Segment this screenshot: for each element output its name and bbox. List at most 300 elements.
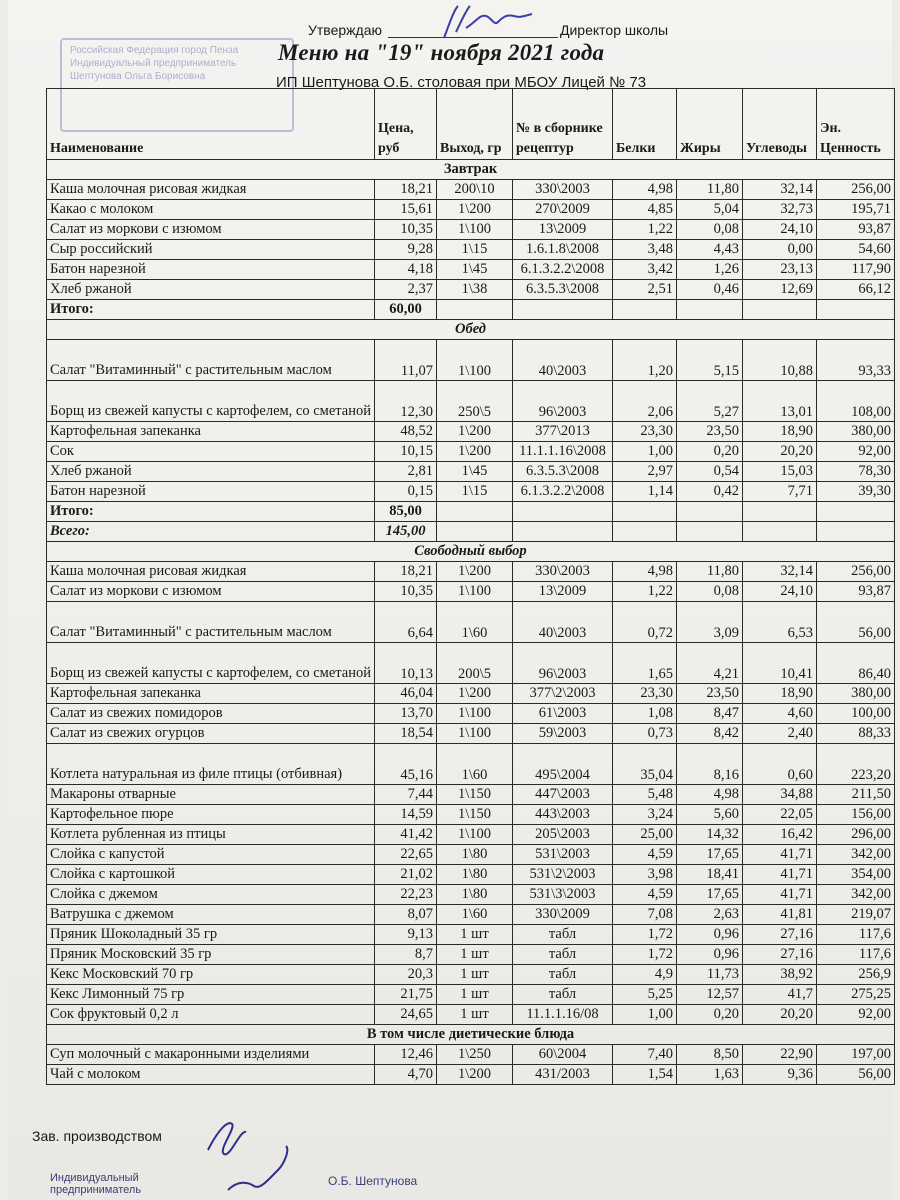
value-cell: 1,20 <box>613 340 677 381</box>
value-cell: табл <box>513 925 613 945</box>
empty-cell <box>613 522 677 542</box>
dish-name-cell: Ватрушка с джемом <box>47 905 375 925</box>
value-cell: 18,90 <box>743 422 817 442</box>
value-cell: 0,08 <box>677 582 743 602</box>
value-cell: 195,71 <box>817 200 895 220</box>
value-cell: 330\2009 <box>513 905 613 925</box>
dish-name-cell: Каша молочная рисовая жидкая <box>47 562 375 582</box>
stamp-text: Российская Федерация город Пенза Индивидуальный предприниматель Шептунова Ольга Борисовна <box>70 45 239 82</box>
director-label: Директор школы <box>560 22 669 38</box>
value-cell: 0,20 <box>677 1005 743 1025</box>
value-cell: 0,54 <box>677 462 743 482</box>
dish-name-cell: Хлеб ржаной <box>47 280 375 300</box>
value-cell: 22,23 <box>375 885 437 905</box>
document-page <box>8 0 892 1200</box>
value-cell: 1\100 <box>437 825 513 845</box>
total-row <box>47 502 895 522</box>
value-cell: 1\100 <box>437 340 513 381</box>
table-row <box>47 220 895 240</box>
value-cell: 48,52 <box>375 422 437 442</box>
total-label: Всего: <box>47 522 375 542</box>
table-row <box>47 200 895 220</box>
value-cell: 60\2004 <box>513 1045 613 1065</box>
table-row <box>47 381 895 422</box>
value-cell: 1\100 <box>437 220 513 240</box>
dish-name-cell: Котлета рубленная из птицы <box>47 825 375 845</box>
value-cell: 5,60 <box>677 805 743 825</box>
value-cell: 3,48 <box>613 240 677 260</box>
dish-name-cell: Пряник Московский 35 гр <box>47 945 375 965</box>
value-cell: 8,07 <box>375 905 437 925</box>
value-cell: 13,70 <box>375 704 437 724</box>
col-header: Эн. Ценность <box>817 89 895 160</box>
value-cell: 92,00 <box>817 1005 895 1025</box>
dish-name-cell: Какао с молоком <box>47 200 375 220</box>
value-cell: 4,98 <box>677 785 743 805</box>
value-cell: 1.6.1.8\2008 <box>513 240 613 260</box>
value-cell: 22,65 <box>375 845 437 865</box>
table-row <box>47 442 895 462</box>
value-cell: 342,00 <box>817 845 895 865</box>
total-row <box>47 300 895 320</box>
value-cell: 13\2009 <box>513 220 613 240</box>
value-cell: 1,08 <box>613 704 677 724</box>
col-header: Выход, гр <box>437 89 513 160</box>
value-cell: 45,16 <box>375 744 437 785</box>
col-header: Цена, руб <box>375 89 437 160</box>
value-cell: 7,44 <box>375 785 437 805</box>
empty-cell <box>743 502 817 522</box>
dish-name-cell: Батон нарезной <box>47 260 375 280</box>
value-cell: 18,41 <box>677 865 743 885</box>
value-cell: 1,22 <box>613 582 677 602</box>
table-row <box>47 562 895 582</box>
value-cell: 200\10 <box>437 180 513 200</box>
value-cell: 3,09 <box>677 602 743 643</box>
value-cell: 0,20 <box>677 442 743 462</box>
dish-name-cell: Макароны отварные <box>47 785 375 805</box>
grand-total-row <box>47 522 895 542</box>
col-header: Наименование <box>47 89 375 160</box>
value-cell: 5,25 <box>613 985 677 1005</box>
value-cell: 21,75 <box>375 985 437 1005</box>
value-cell: 117,90 <box>817 260 895 280</box>
table-row <box>47 744 895 785</box>
value-cell: 35,04 <box>613 744 677 785</box>
value-cell: 23,13 <box>743 260 817 280</box>
value-cell: 1\60 <box>437 602 513 643</box>
value-cell: 40\2003 <box>513 340 613 381</box>
value-cell: 7,71 <box>743 482 817 502</box>
value-cell: 41,71 <box>743 885 817 905</box>
value-cell: 200\5 <box>437 643 513 684</box>
value-cell: 10,41 <box>743 643 817 684</box>
total-value: 85,00 <box>375 502 437 522</box>
value-cell: 41,81 <box>743 905 817 925</box>
value-cell: 1\80 <box>437 845 513 865</box>
value-cell: 18,21 <box>375 180 437 200</box>
value-cell: 32,14 <box>743 562 817 582</box>
dish-name-cell: Котлета натуральная из филе птицы (отбивная) <box>47 744 375 785</box>
dish-name-cell: Борщ из свежей капусты с картофелем, со сметаной <box>47 643 375 684</box>
value-cell: 41,7 <box>743 985 817 1005</box>
dish-name-cell: Сок фруктовый 0,2 л <box>47 1005 375 1025</box>
table-row <box>47 602 895 643</box>
value-cell: 12,69 <box>743 280 817 300</box>
value-cell: 0,60 <box>743 744 817 785</box>
value-cell: 34,88 <box>743 785 817 805</box>
value-cell: 0,73 <box>613 724 677 744</box>
section-header-row <box>47 160 895 180</box>
dish-name-cell: Картофельное пюре <box>47 805 375 825</box>
col-header: Белки <box>613 89 677 160</box>
value-cell: 14,32 <box>677 825 743 845</box>
value-cell: 117,6 <box>817 925 895 945</box>
value-cell: 39,30 <box>817 482 895 502</box>
value-cell: 1\100 <box>437 582 513 602</box>
value-cell: 1,54 <box>613 1065 677 1085</box>
empty-cell <box>513 502 613 522</box>
value-cell: табл <box>513 985 613 1005</box>
empty-cell <box>817 522 895 542</box>
dish-name-cell: Кекс Московский 70 гр <box>47 965 375 985</box>
value-cell: 11,07 <box>375 340 437 381</box>
dish-name-cell: Каша молочная рисовая жидкая <box>47 180 375 200</box>
value-cell: 108,00 <box>817 381 895 422</box>
total-label: Итого: <box>47 300 375 320</box>
total-value: 145,00 <box>375 522 437 542</box>
value-cell: 20,20 <box>743 1005 817 1025</box>
table-row <box>47 805 895 825</box>
value-cell: 256,00 <box>817 562 895 582</box>
value-cell: 13,01 <box>743 381 817 422</box>
table-row <box>47 865 895 885</box>
manager-signature <box>188 1110 318 1200</box>
value-cell: 1\200 <box>437 684 513 704</box>
value-cell: 1\15 <box>437 240 513 260</box>
section-title: В том числе диетические блюда <box>47 1025 895 1045</box>
value-cell: 1,00 <box>613 442 677 462</box>
empty-cell <box>437 502 513 522</box>
value-cell: 15,03 <box>743 462 817 482</box>
value-cell: 1\80 <box>437 865 513 885</box>
value-cell: 100,00 <box>817 704 895 724</box>
value-cell: 1\200 <box>437 1065 513 1085</box>
dish-name-cell: Картофельная запеканка <box>47 684 375 704</box>
value-cell: 14,59 <box>375 805 437 825</box>
value-cell: 1 шт <box>437 965 513 985</box>
value-cell: 17,65 <box>677 845 743 865</box>
dish-name-cell: Хлеб ржаной <box>47 462 375 482</box>
value-cell: 0,00 <box>743 240 817 260</box>
value-cell: 15,61 <box>375 200 437 220</box>
value-cell: 4,9 <box>613 965 677 985</box>
value-cell: 219,07 <box>817 905 895 925</box>
approve-label: Утверждаю <box>308 22 382 38</box>
value-cell: 296,00 <box>817 825 895 845</box>
value-cell: 4,59 <box>613 885 677 905</box>
value-cell: 380,00 <box>817 422 895 442</box>
value-cell: 6,64 <box>375 602 437 643</box>
dish-name-cell: Слойка с капустой <box>47 845 375 865</box>
empty-cell <box>817 502 895 522</box>
value-cell: 24,10 <box>743 220 817 240</box>
value-cell: 86,40 <box>817 643 895 684</box>
value-cell: 23,30 <box>613 684 677 704</box>
value-cell: 12,46 <box>375 1045 437 1065</box>
value-cell: 5,15 <box>677 340 743 381</box>
table-row <box>47 905 895 925</box>
value-cell: 40\2003 <box>513 602 613 643</box>
dish-name-cell: Салат из моркови с изюмом <box>47 220 375 240</box>
value-cell: 4,43 <box>677 240 743 260</box>
value-cell: 32,73 <box>743 200 817 220</box>
value-cell: 117,6 <box>817 945 895 965</box>
value-cell: 2,40 <box>743 724 817 744</box>
value-cell: 38,92 <box>743 965 817 985</box>
section-header-row <box>47 542 895 562</box>
production-manager-label: Зав. производством <box>32 1128 162 1144</box>
value-cell: 22,90 <box>743 1045 817 1065</box>
value-cell: 8,47 <box>677 704 743 724</box>
table-row <box>47 825 895 845</box>
value-cell: 8,50 <box>677 1045 743 1065</box>
value-cell: 4,85 <box>613 200 677 220</box>
header-row <box>47 89 895 160</box>
value-cell: 41,71 <box>743 865 817 885</box>
value-cell: 3,24 <box>613 805 677 825</box>
value-cell: 16,42 <box>743 825 817 845</box>
value-cell: 1,00 <box>613 1005 677 1025</box>
value-cell: 377\2013 <box>513 422 613 442</box>
value-cell: 354,00 <box>817 865 895 885</box>
value-cell: 275,25 <box>817 985 895 1005</box>
dish-name-cell: Суп молочный с макаронными изделиями <box>47 1045 375 1065</box>
value-cell: 4,60 <box>743 704 817 724</box>
value-cell: 11.1.1.16/08 <box>513 1005 613 1025</box>
value-cell: 8,16 <box>677 744 743 785</box>
value-cell: 2,81 <box>375 462 437 482</box>
value-cell: 18,54 <box>375 724 437 744</box>
value-cell: 88,33 <box>817 724 895 744</box>
value-cell: 12,57 <box>677 985 743 1005</box>
value-cell: 41,42 <box>375 825 437 845</box>
section-title: Обед <box>47 320 895 340</box>
director-signature <box>436 2 536 42</box>
value-cell: 250\5 <box>437 381 513 422</box>
value-cell: 4,98 <box>613 562 677 582</box>
empty-cell <box>677 502 743 522</box>
value-cell: 13\2009 <box>513 582 613 602</box>
value-cell: 1\200 <box>437 562 513 582</box>
table-row <box>47 462 895 482</box>
col-header: Жиры <box>677 89 743 160</box>
table-row <box>47 925 895 945</box>
value-cell: 1,63 <box>677 1065 743 1085</box>
value-cell: 41,71 <box>743 845 817 865</box>
value-cell: 27,16 <box>743 925 817 945</box>
table-row <box>47 1005 895 1025</box>
value-cell: 96\2003 <box>513 381 613 422</box>
table-row <box>47 785 895 805</box>
table-row <box>47 422 895 442</box>
value-cell: 10,35 <box>375 582 437 602</box>
value-cell: 4,59 <box>613 845 677 865</box>
table-row <box>47 704 895 724</box>
value-cell: 1\250 <box>437 1045 513 1065</box>
value-cell: 330\2003 <box>513 180 613 200</box>
section-title: Свободный выбор <box>47 542 895 562</box>
total-label: Итого: <box>47 502 375 522</box>
empty-cell <box>613 502 677 522</box>
table-row <box>47 985 895 1005</box>
value-cell: 7,40 <box>613 1045 677 1065</box>
value-cell: 1\150 <box>437 785 513 805</box>
value-cell: 56,00 <box>817 1065 895 1085</box>
empty-cell <box>513 300 613 320</box>
value-cell: 0,08 <box>677 220 743 240</box>
empty-cell <box>817 300 895 320</box>
value-cell: 11,73 <box>677 965 743 985</box>
value-cell: 0,96 <box>677 945 743 965</box>
table-row <box>47 885 895 905</box>
value-cell: 11.1.1.16\2008 <box>513 442 613 462</box>
value-cell: 342,00 <box>817 885 895 905</box>
value-cell: 377\2\2003 <box>513 684 613 704</box>
value-cell: 1 шт <box>437 1005 513 1025</box>
value-cell: 4,21 <box>677 643 743 684</box>
table-row <box>47 582 895 602</box>
dish-name-cell: Сок <box>47 442 375 462</box>
empty-cell <box>437 300 513 320</box>
table-row <box>47 280 895 300</box>
value-cell: 3,98 <box>613 865 677 885</box>
empty-cell <box>437 522 513 542</box>
value-cell: 197,00 <box>817 1045 895 1065</box>
value-cell: 256,00 <box>817 180 895 200</box>
empty-cell <box>677 522 743 542</box>
value-cell: 21,02 <box>375 865 437 885</box>
value-cell: 1 шт <box>437 985 513 1005</box>
value-cell: 1\80 <box>437 885 513 905</box>
section-title: Завтрак <box>47 160 895 180</box>
value-cell: 9,36 <box>743 1065 817 1085</box>
value-cell: 4,18 <box>375 260 437 280</box>
empty-cell <box>677 300 743 320</box>
value-cell: 431/2003 <box>513 1065 613 1085</box>
value-cell: 1\38 <box>437 280 513 300</box>
value-cell: 23,30 <box>613 422 677 442</box>
col-header: Углеводы <box>743 89 817 160</box>
value-cell: 23,50 <box>677 422 743 442</box>
value-cell: 25,00 <box>613 825 677 845</box>
value-cell: 23,50 <box>677 684 743 704</box>
value-cell: 96\2003 <box>513 643 613 684</box>
value-cell: 6.3.5.3\2008 <box>513 462 613 482</box>
value-cell: 1\100 <box>437 704 513 724</box>
value-cell: 78,30 <box>817 462 895 482</box>
value-cell: 7,08 <box>613 905 677 925</box>
value-cell: 10,15 <box>375 442 437 462</box>
dish-name-cell: Салат из свежих огурцов <box>47 724 375 744</box>
dish-name-cell: Чай с молоком <box>47 1065 375 1085</box>
table-row <box>47 180 895 200</box>
entrepreneur-label: Индивидуальный предприниматель <box>50 1172 142 1196</box>
section-header-row <box>47 1025 895 1045</box>
value-cell: 61\2003 <box>513 704 613 724</box>
value-cell: 531\3\2003 <box>513 885 613 905</box>
value-cell: 46,04 <box>375 684 437 704</box>
value-cell: 56,00 <box>817 602 895 643</box>
empty-cell <box>613 300 677 320</box>
value-cell: 2,63 <box>677 905 743 925</box>
section-header-row <box>47 320 895 340</box>
dish-name-cell: Кекс Лимонный 75 гр <box>47 985 375 1005</box>
value-cell: 447\2003 <box>513 785 613 805</box>
value-cell: табл <box>513 945 613 965</box>
value-cell: 1\150 <box>437 805 513 825</box>
value-cell: 24,10 <box>743 582 817 602</box>
table-row <box>47 965 895 985</box>
value-cell: 1,72 <box>613 925 677 945</box>
value-cell: 256,9 <box>817 965 895 985</box>
value-cell: 1\200 <box>437 200 513 220</box>
value-cell: 93,87 <box>817 220 895 240</box>
value-cell: 1 шт <box>437 945 513 965</box>
table-row <box>47 945 895 965</box>
dish-name-cell: Слойка с джемом <box>47 885 375 905</box>
value-cell: 1\200 <box>437 422 513 442</box>
value-cell: 32,14 <box>743 180 817 200</box>
empty-cell <box>743 300 817 320</box>
value-cell: 22,05 <box>743 805 817 825</box>
value-cell: 211,50 <box>817 785 895 805</box>
value-cell: 443\2003 <box>513 805 613 825</box>
value-cell: 4,70 <box>375 1065 437 1085</box>
value-cell: 0,96 <box>677 925 743 945</box>
value-cell: 20,20 <box>743 442 817 462</box>
page-title: Меню на "19" ноября 2021 года <box>278 40 605 65</box>
value-cell: 92,00 <box>817 442 895 462</box>
dish-name-cell: Сыр российский <box>47 240 375 260</box>
value-cell: 6.1.3.2.2\2008 <box>513 482 613 502</box>
value-cell: 330\2003 <box>513 562 613 582</box>
value-cell: 9,28 <box>375 240 437 260</box>
col-header: № в сборнике рецептур <box>513 89 613 160</box>
dish-name-cell: Борщ из свежей капусты с картофелем, со сметаной <box>47 381 375 422</box>
dish-name-cell: Салат из свежих помидоров <box>47 704 375 724</box>
value-cell: 93,87 <box>817 582 895 602</box>
value-cell: 17,65 <box>677 885 743 905</box>
value-cell: 1\15 <box>437 482 513 502</box>
value-cell: 270\2009 <box>513 200 613 220</box>
value-cell: 54,60 <box>817 240 895 260</box>
value-cell: 1\45 <box>437 260 513 280</box>
value-cell: 1\200 <box>437 442 513 462</box>
value-cell: 8,7 <box>375 945 437 965</box>
dish-name-cell: Слойка с картошкой <box>47 865 375 885</box>
value-cell: 2,37 <box>375 280 437 300</box>
value-cell: 0,72 <box>613 602 677 643</box>
value-cell: 6.1.3.2.2\2008 <box>513 260 613 280</box>
signer-name: О.Б. Шептунова <box>328 1174 418 1188</box>
value-cell: 93,33 <box>817 340 895 381</box>
value-cell: 5,48 <box>613 785 677 805</box>
value-cell: 223,20 <box>817 744 895 785</box>
value-cell: 5,27 <box>677 381 743 422</box>
table-row <box>47 684 895 704</box>
value-cell: 531\2003 <box>513 845 613 865</box>
